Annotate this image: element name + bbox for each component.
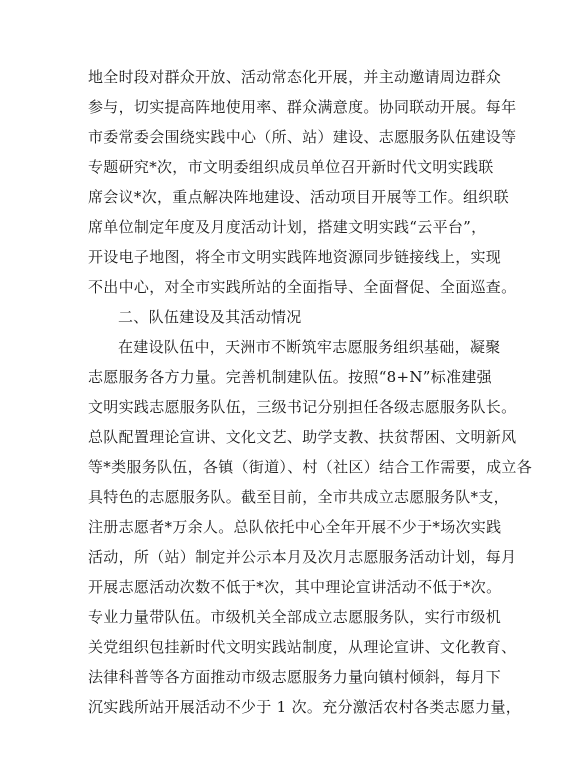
text-line: 席会议*次，重点解决阵地建设、活动项目开展等工作。组织联 — [88, 188, 509, 206]
text-line: 关党组织包挂新时代文明实践站制度，从理论宣讲、文化教育、 — [88, 638, 517, 656]
text-line: 专题研究*次，市文明委组织成员单位召开新时代文明实践联 — [88, 158, 494, 176]
paragraph-arrays-continued — [88, 62, 517, 302]
text-line: 专业力量带队伍。市级机关全部成立志愿服务队，实行市级机 — [88, 608, 502, 626]
text-line: 等*类服务队伍，各镇（街道）、村（社区）结合工作需要，成立各 — [88, 458, 533, 476]
text-line: 志愿服务各方力量。完善机制建队伍。按照“8+N”标准建强 — [88, 368, 492, 386]
text-line: 不出中心，对全市实践所站的全面指导、全面督促、全面巡查。 — [88, 278, 517, 296]
text-line: 地全时段对群众开放、活动常态化开展，并主动邀请周边群众 — [88, 68, 502, 86]
text-line: 开展志愿活动次数不低于*次，其中理论宣讲活动不低于*次。 — [88, 578, 502, 596]
section-heading: 二、队伍建设及其活动情况 — [118, 308, 302, 326]
text-line: 市委常委会围绕实践中心（所、站）建设、志愿服务队伍建设等 — [88, 128, 517, 146]
document-page — [88, 62, 533, 722]
paragraph-team-building — [88, 332, 533, 722]
text-line: 注册志愿者*万余人。总队依托中心全年开展不少于*场次实践 — [88, 518, 502, 536]
text-line: 法律科普等各方面推动市级志愿服务力量向镇村倾斜，每月下 — [88, 668, 502, 686]
text-line: 总队配置理论宣讲、文化文艺、助学支教、扶贫帮困、文明新风 — [88, 428, 517, 446]
text-line: 开设电子地图，将全市文明实践阵地资源同步链接线上，实现 — [88, 248, 502, 266]
text-line: 参与，切实提高阵地使用率、群众满意度。协同联动开展。每年 — [88, 98, 517, 116]
text-line: 席单位制定年度及月度活动计划，搭建文明实践“云平台”， — [88, 218, 487, 236]
text-line: 在建设队伍中，天洲市不断筑牢志愿服务组织基础，凝聚 — [118, 338, 501, 356]
text-line: 文明实践志愿服务队伍，三级书记分别担任各级志愿服务队长。 — [88, 398, 517, 416]
text-line: 活动，所（站）制定并公示本月及次月志愿服务活动计划，每月 — [88, 548, 517, 566]
text-line: 沉实践所站开展活动不少于 1 次。充分激活农村各类志愿力量， — [88, 698, 522, 716]
text-line: 具特色的志愿服务队。截至目前，全市共成立志愿服务队*支， — [88, 488, 509, 506]
